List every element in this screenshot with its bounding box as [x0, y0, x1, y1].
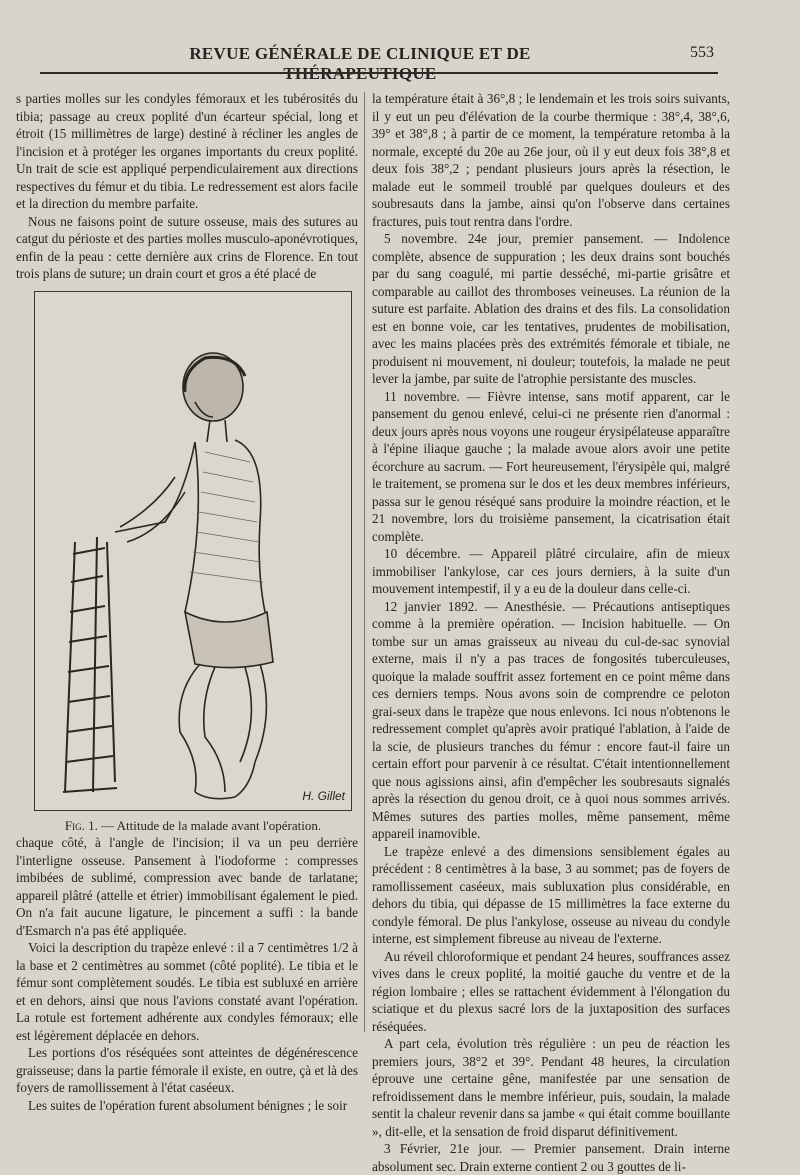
artist-signature: H. Gillet [302, 789, 345, 803]
paragraph: 11 novembre. — Fièvre intense, sans motif apparent, car le pansement du genou enlevé, celui-ci ne présente rien d'anormal : deux jours après nous voyons une rougeur érysipélateuse apparaître à l'épine iliaque gauche ; la malade avoue alors avoir une petite écorchure au sacrum. — Fort heureusement, l'érysipèle qui, malgré le traitement, se promena sur le dos et les deux membres inférieurs, passa sur le genou réséqué sans produire la moindre réaction, et le 21 novembre, lors du troisième pansement, la cicatrisation était complète. [372, 388, 730, 544]
figure-label: Fig. 1. [64, 817, 98, 833]
paragraph: la température était à 36°,8 ; le lendemain et les trois soirs suivants, il y eut un peu d'élévation de la courbe thermique : 38°,4, 38°,6, 39° et 38°,8 ; à partir de ce moment, la température retomba à la normale, excepté du 20e au 26e jour, où il y eut deux fois 38°,8 et deux fois 38°,2 ; pendant plusieurs jours après la résection, le malade eut le sommeil troublé par quelques douleurs et des soubresauts dans la jambe, ainsi qu'on l'observe dans certaines fractures, puis tout rentra dans l'ordre. [372, 91, 730, 229]
paragraph: Voici la description du trapèze enlevé : il a 7 centimètres 1/2 à la base et 2 centimètres au sommet (côté poplité). Le tibia et le fémur sont complètement soudés. Le tibia est subluxé en arrière et en dehors, ainsi que nous l'avions constaté avant l'opération. La rotule est fortement adhérente aux condyles fémoraux; elle est légèrement déplacée en dehors. [16, 940, 358, 1043]
figure-illustration [34, 291, 352, 811]
paragraph: chaque côté, à l'angle de l'incision; il va un peu derrière l'interligne osseuse. Pansement à l'iodoforme : compresses imbibées de sublimé, compression avec bande de tarlatane; appareil plâtré (attelle et étrier) immobilisant également le pied. On n'a fait aucune ligature, le pincement a suffi : la bande d'Esmarch n'a pas été appliquée. [16, 835, 358, 938]
left-column [16, 90, 358, 1114]
paragraph: Au réveil chloroformique et pendant 24 heures, souffrances assez vives dans le creux poplité, la moitié gauche du ventre et de la région lombaire ; elles se rattachent évidemment à l'élongation du sciatique et du plexus sacré lors de la juxtaposition des surfaces réséquées. [372, 948, 730, 1034]
paragraph: A part cela, évolution très régulière : un peu de réaction les premiers jours, 38°2 et 39°. Pendant 48 heures, la circulation éprouve une certaine gêne, manifestée par une sensation de refroidissement dans le membre inférieur, puis, soudain, la malade sentit la chaleur revenir dans sa jambe « qui était comme bouillante », dit-elle, et la sensation de froid disparut définitivement. [372, 1036, 730, 1139]
column-divider [364, 92, 365, 1032]
paragraph: Le trapèze enlevé a des dimensions sensiblement égales au précédent : 8 centimètres à la base, 3 au sommet; pas de foyers de ramollissement caséeux, mais subluxation plus considérable, en dehors du tibia, qui dépasse de 15 millimètres la face externe du condyle fémoral. De plus l'ankylose, osseuse au niveau du condyle interne, est simplement fibreuse au niveau de l'externe. [372, 843, 730, 946]
paragraph: 3 Février, 21e jour. — Premier pansement. Drain interne absolument sec. Drain externe contient 2 ou 3 gouttes de li- [372, 1141, 730, 1174]
engraving-woman-chair [35, 292, 350, 809]
right-column [372, 90, 730, 1175]
paragraph: Les portions d'os réséquées sont atteintes de dégénérescence graisseuse; dans la partie fémorale il existe, en outre, çà et là des foyers de ramollissement à l'état caséeux. [16, 1045, 358, 1095]
caption-text: — Attitude de la malade avant l'opération. [97, 817, 322, 833]
paragraph: s parties molles sur les condyles fémoraux et les tubérosités du tibia; passage au creux poplité d'un écarteur spécial, long et étroit (15 millimètres de large) destiné à récliner les angles de l'incision et à protéger les organes importants du creux poplité. Un trait de scie est appliqué perpendiculairement aux directions respectives du fémur et du tibia. Le redressement est alors facile et la direction du membre parfaite. [16, 91, 358, 211]
page-number: 553 [690, 44, 714, 61]
paragraph: 10 décembre. — Appareil plâtré circulaire, afin de mieux immobiliser l'ankylose, car ces jours derniers, à la suite d'un mouvement intempestif, il y a eu de la douleur dans celle-ci. [372, 546, 730, 596]
paragraph: Nous ne faisons point de suture osseuse, mais des sutures au catgut du périoste et des parties molles musculo-aponévrotiques, enfin de la peau : cette dernière aux crins de Florence. En tout trois plans de suture; un drain court et gros a été placé de [16, 213, 358, 281]
running-title: REVUE GÉNÉRALE DE CLINIQUE ET DE [189, 44, 531, 63]
figure-caption [16, 817, 358, 835]
paragraph: Les suites de l'opération furent absolument bénignes ; le soir [28, 1097, 348, 1113]
paragraph: 5 novembre. 24e jour, premier pansement. — Indolence complète, absence de suppuration ; les deux drains sont bouchés par du sang coagulé, mi partie desséché, mi-partie grisâtre et comparable au caillot des thromboses veineuses. La réunion de la suture est parfaite. Ablation des drains et des fils. La consolidation est en bonne voie, car les tentatives, prudentes de mobilisation, avec les mains placées près des extrémités fémorale et tibiale, ne produisent ni mouvement, ni douleur; toutefois, la malade ne peut lever la jambe, par suite de l'atrophie persistante des muscles. [372, 231, 730, 386]
header-rule [40, 72, 718, 74]
paragraph: 12 janvier 1892. — Anesthésie. — Précautions antiseptiques comme à la première opération. — Incision habituelle. — On tombe sur un amas graisseux au niveau du cul-de-sac synovial externe, mais il n'y a pas traces de fongosités tuberculeuses, quoique la malade souffrit assez fortement en ce point même dans ces derniers temps. Nous avons soin de comprendre ce peloton grai-seux dans le trapèze que nous enlevons. Ici nous n'obtenons le redressement complet qu'après avoir pratiqué l'ablation, à l'aide de la scie, de plusieurs tranches du fémur : encore faut-il faire un certain effort pour parvenir à ce résultat. C'était intentionnellement que nous agissions ainsi, afin d'empêcher les soubresauts signalés après la résection du genou droit, ce à quoi nous sommes arrivés. Mêmes sutures des parties molles, même pansement, même appareil inamovible. [372, 598, 730, 841]
